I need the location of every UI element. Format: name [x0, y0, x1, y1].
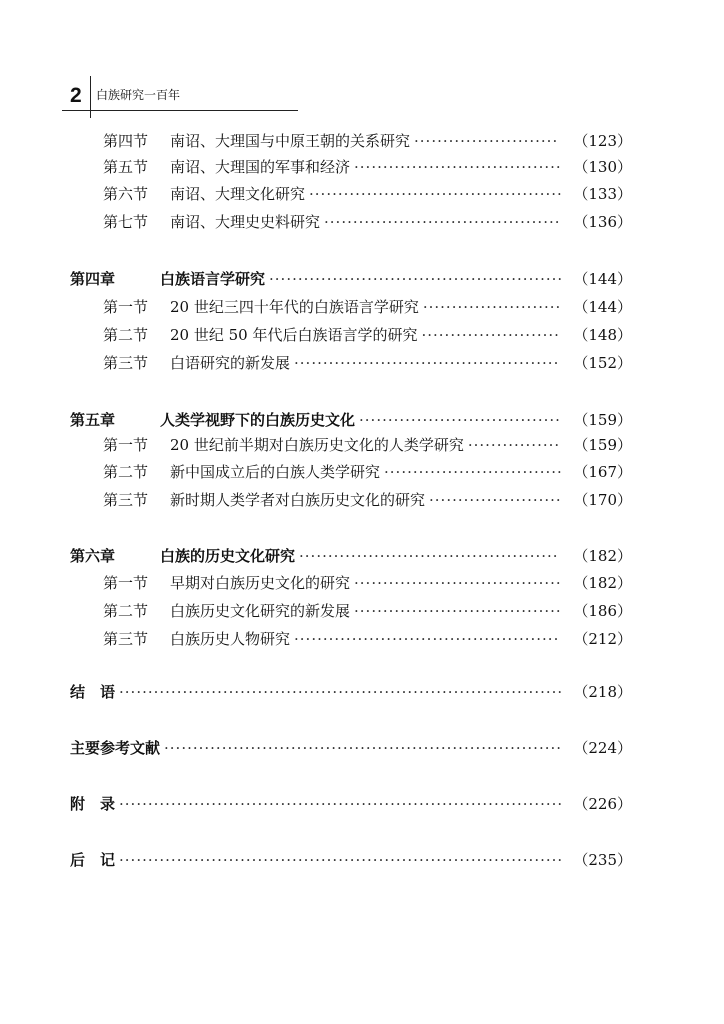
- entry-title: 南诏、大理国的军事和经济: [170, 158, 351, 176]
- entry-title: 新时期人类学者对白族历史文化的研究: [170, 491, 426, 509]
- toc-section-entry: [103, 460, 632, 484]
- entry-label: 第一节: [103, 574, 149, 592]
- entry-title: 白族的历史文化研究: [160, 547, 296, 565]
- entry-label: 第六节: [103, 185, 149, 203]
- entry-title: 结 语: [70, 683, 116, 701]
- entry-page-number: （212）: [573, 630, 632, 648]
- entry-label: 第三节: [103, 491, 149, 509]
- entry-title: 早期对白族历史文化的研究: [170, 574, 351, 592]
- toc-chapter-entry: [70, 408, 632, 432]
- entry-title: 附 录: [70, 795, 116, 813]
- leader-dots: ···································: [359, 411, 561, 429]
- leader-dots: ····································: [354, 158, 562, 176]
- entry-title: 20 世纪前半期对白族历史文化的人类学研究: [170, 436, 464, 454]
- leader-dots: ··············································: [294, 354, 560, 372]
- leader-dots: ················: [467, 436, 561, 454]
- toc-section-entry: [103, 433, 632, 457]
- entry-title: 白语研究的新发展: [170, 354, 291, 372]
- leader-dots: ·········································: [324, 213, 561, 231]
- header-rule: [62, 110, 298, 111]
- entry-page-number: （152）: [573, 354, 632, 372]
- toc-section-entry: [103, 210, 632, 234]
- leader-dots: ·····································································: [164, 739, 563, 757]
- entry-page-number: （148）: [573, 326, 632, 344]
- toc-entry: [70, 792, 632, 816]
- entry-title: 主要参考文献: [70, 739, 161, 757]
- entry-label: 第二节: [103, 602, 149, 620]
- leader-dots: ·······························: [384, 463, 563, 481]
- entry-page-number: （144）: [573, 298, 632, 316]
- leader-dots: ························: [422, 298, 562, 316]
- entry-label: 第三节: [103, 354, 149, 372]
- entry-label: 第四节: [103, 132, 149, 150]
- entry-label: 第二节: [103, 326, 149, 344]
- toc-section-entry: [103, 155, 632, 179]
- leader-dots: ···················································: [269, 270, 564, 288]
- toc-section-entry: [103, 488, 632, 512]
- leader-dots: ·························: [414, 132, 559, 150]
- toc-chapter-entry: [70, 267, 632, 291]
- entry-label: 第一节: [103, 298, 149, 316]
- entry-title: 人类学视野下的白族历史文化: [160, 411, 356, 429]
- entry-title: 20 世纪三四十年代的白族语言学研究: [170, 298, 419, 316]
- entry-page-number: （159）: [573, 436, 632, 454]
- running-title: 白族研究一百年: [96, 88, 181, 102]
- leader-dots: ·············································································: [119, 795, 564, 813]
- entry-label: 第五节: [103, 158, 149, 176]
- toc-section-entry: [103, 627, 632, 651]
- header-divider-vertical: [90, 76, 91, 118]
- entry-page-number: （170）: [573, 491, 632, 509]
- entry-page-number: （167）: [573, 463, 632, 481]
- entry-title: 白族语言学研究: [160, 270, 266, 288]
- entry-title: 南诏、大理史史料研究: [170, 213, 321, 231]
- toc-section-entry: [103, 599, 632, 623]
- entry-label: 第二节: [103, 463, 149, 481]
- leader-dots: ························: [421, 326, 560, 344]
- toc-section-entry: [103, 571, 632, 595]
- toc-entry: [70, 848, 632, 872]
- entry-page-number: （226）: [573, 795, 632, 813]
- entry-title: 南诏、大理国与中原王朝的关系研究: [170, 132, 411, 150]
- entry-label: 第七节: [103, 213, 149, 231]
- toc-section-entry: [103, 323, 632, 347]
- leader-dots: ····································: [354, 574, 562, 592]
- entry-label: 第一节: [103, 436, 149, 454]
- entry-title: 后 记: [70, 851, 116, 869]
- leader-dots: ·············································································: [119, 851, 564, 869]
- entry-page-number: （136）: [573, 213, 632, 231]
- page-number: 2: [70, 84, 82, 107]
- entry-page-number: （123）: [573, 132, 632, 150]
- leader-dots: ····································: [354, 602, 562, 620]
- entry-page-number: （133）: [573, 185, 632, 203]
- entry-title: 新中国成立后的白族人类学研究: [170, 463, 381, 481]
- entry-title: 20 世纪 50 年代后白族语言学的研究: [170, 326, 418, 344]
- entry-label: 第四章: [70, 270, 116, 288]
- entry-page-number: （144）: [573, 270, 632, 288]
- leader-dots: ············································: [309, 185, 563, 203]
- toc-entry: [70, 680, 632, 704]
- entry-title: 南诏、大理文化研究: [170, 185, 306, 203]
- entry-label: 第三节: [103, 630, 149, 648]
- toc-section-entry: [103, 295, 632, 319]
- entry-label: 第六章: [70, 547, 116, 565]
- entry-title: 白族历史文化研究的新发展: [170, 602, 351, 620]
- entry-page-number: （130）: [573, 158, 632, 176]
- entry-page-number: （186）: [573, 602, 632, 620]
- entry-title: 白族历史人物研究: [170, 630, 291, 648]
- toc-chapter-entry: [70, 544, 632, 568]
- entry-page-number: （182）: [573, 574, 632, 592]
- leader-dots: ·············································: [299, 547, 559, 565]
- leader-dots: ··············································: [294, 630, 560, 648]
- leader-dots: ·······················: [429, 491, 562, 509]
- toc-section-entry: [103, 129, 632, 153]
- entry-page-number: （224）: [573, 739, 632, 757]
- entry-page-number: （159）: [573, 411, 632, 429]
- entry-page-number: （218）: [573, 683, 632, 701]
- toc-section-entry: [103, 182, 632, 206]
- toc-entry: [70, 736, 632, 760]
- toc-section-entry: [103, 351, 632, 375]
- entry-page-number: （182）: [573, 547, 632, 565]
- entry-label: 第五章: [70, 411, 116, 429]
- leader-dots: ·············································································: [119, 683, 564, 701]
- entry-page-number: （235）: [573, 851, 632, 869]
